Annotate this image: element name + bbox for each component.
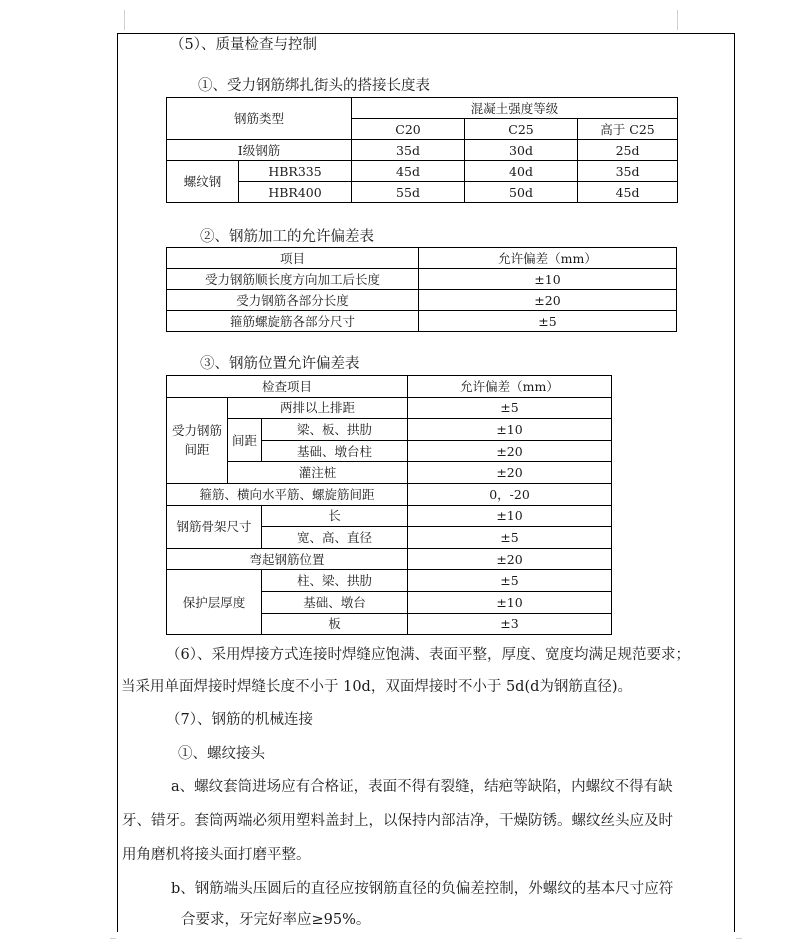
row-item: 弯起钢筋位置 <box>167 548 408 570</box>
margin-guide-bottom-right <box>736 938 742 939</box>
table3-title: ③、钢筋位置允许偏差表 <box>200 356 360 372</box>
header-deviation: 允许偏差（mm） <box>419 248 677 269</box>
row-deviation: ±10 <box>419 269 677 290</box>
section-heading-5: （5）、质量检查与控制 <box>170 37 317 53</box>
cell-value: 35d <box>352 140 465 161</box>
header-concrete-strength: 混凝土强度等级 <box>352 98 678 119</box>
row-deviation: ±5 <box>408 570 612 592</box>
row-item: 板 <box>262 613 408 635</box>
row-item: 箍筋、横向水平筋、螺旋筋间距 <box>167 483 408 505</box>
table1-title: ①、受力钢筋绑扎街头的搭接长度表 <box>198 78 430 94</box>
table2-title: ②、钢筋加工的允许偏差表 <box>200 229 374 245</box>
paragraph-b-line-1: b、钢筋端头压圆后的直径应按钢筋直径的负偏差控制，外螺纹的基本尺寸应符 <box>171 881 674 897</box>
group-label-threaded: 螺纹钢 <box>167 161 239 203</box>
cell-value: 50d <box>465 182 578 203</box>
header-check-item: 检查项目 <box>167 376 408 398</box>
paragraph-b-line-2: 合要求，牙完好率应≥95%。 <box>181 912 371 928</box>
cell-value: 45d <box>352 161 465 182</box>
row-deviation: ±3 <box>408 613 612 635</box>
row-item: 长 <box>262 505 408 527</box>
cell-value: 25d <box>578 140 678 161</box>
group-cover-thickness: 保护层厚度 <box>167 570 262 635</box>
row-item: 柱、梁、拱肋 <box>262 570 408 592</box>
row-label: HBR400 <box>239 182 352 203</box>
row-deviation: 0，-20 <box>408 483 612 505</box>
row-deviation: ±20 <box>419 290 677 311</box>
row-deviation: ±10 <box>408 591 612 613</box>
processing-deviation-table <box>166 247 677 332</box>
margin-guide-right <box>677 10 678 30</box>
header-deviation: 允许偏差（mm） <box>408 376 612 398</box>
grade-above-c25: 高于 C25 <box>578 119 678 140</box>
grade-c25: C25 <box>465 119 578 140</box>
lap-length-table <box>166 97 678 203</box>
row-item: 两排以上排距 <box>228 397 408 419</box>
cell-value: 35d <box>578 161 678 182</box>
row-item: 宽、高、直径 <box>262 527 408 549</box>
row-label: I级钢筋 <box>167 140 352 161</box>
subheading-threaded-joint: ①、螺纹接头 <box>178 746 265 762</box>
cell-value: 45d <box>578 182 678 203</box>
row-deviation: ±10 <box>408 505 612 527</box>
cell-value: 30d <box>465 140 578 161</box>
row-deviation: ±10 <box>408 419 612 441</box>
cell-value: 40d <box>465 161 578 182</box>
row-item: 梁、板、拱肋 <box>262 419 408 441</box>
paragraph-6-line-2: 当采用单面焊接时焊缝长度不小于 10d，双面焊接时不小于 5d(d为钢筋直径)。 <box>121 679 633 695</box>
row-deviation: ±5 <box>408 397 612 419</box>
row-item: 灌注桩 <box>228 462 408 484</box>
paragraph-6-line-1: （6）、采用焊接方式连接时焊缝应饱满、表面平整，厚度、宽度均满足规范要求； <box>166 647 690 663</box>
row-item: 箍筋螺旋筋各部分尺寸 <box>167 311 419 332</box>
section-heading-7: （7）、钢筋的机械连接 <box>166 712 313 728</box>
row-deviation: ±20 <box>408 462 612 484</box>
subgroup-spacing: 间距 <box>228 419 262 462</box>
group-rebar-spacing: 受力钢筋间距 <box>167 397 228 483</box>
position-deviation-table <box>166 375 612 635</box>
margin-guide-bottom <box>110 938 116 939</box>
header-item: 项目 <box>167 248 419 269</box>
row-item: 基础、墩台 <box>262 591 408 613</box>
row-deviation: ±20 <box>408 548 612 570</box>
grade-c20: C20 <box>352 119 465 140</box>
paragraph-a-line-2: 牙、错牙。套筒两端必须用塑料盖封上，以保持内部洁净，干燥防锈。螺纹丝头应及时 <box>122 813 673 829</box>
row-item: 受力钢筋各部分长度 <box>167 290 419 311</box>
paragraph-a-line-1: a、螺纹套筒进场应有合格证，表面不得有裂缝，结疤等缺陷，内螺纹不得有缺 <box>171 779 673 795</box>
row-deviation: ±5 <box>419 311 677 332</box>
row-item: 受力钢筋顺长度方向加工后长度 <box>167 269 419 290</box>
group-cage-size: 钢筋骨架尺寸 <box>167 505 262 548</box>
row-deviation: ±20 <box>408 440 612 462</box>
row-label: HBR335 <box>239 161 352 182</box>
paragraph-a-line-3: 用角磨机将接头面打磨平整。 <box>122 847 311 863</box>
header-rebar-type: 钢筋类型 <box>167 98 352 140</box>
row-deviation: ±5 <box>408 527 612 549</box>
margin-guide-left <box>124 10 125 30</box>
row-item: 基础、墩台柱 <box>262 440 408 462</box>
cell-value: 55d <box>352 182 465 203</box>
